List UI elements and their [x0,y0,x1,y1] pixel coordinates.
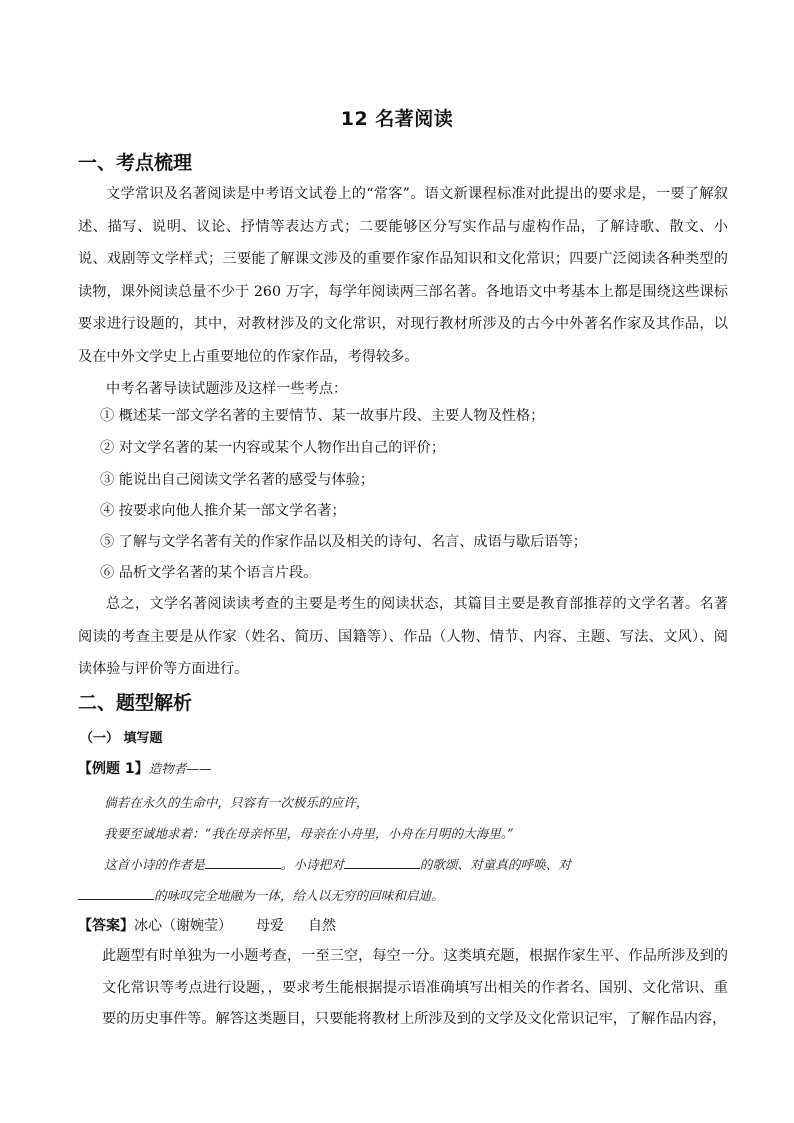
poem-line-1: 倘若在永久的生命中，只容有一次极乐的应许， [104,795,369,810]
point-item-4: ④ 按要求向他人推介某一部文学名著； [100,503,346,519]
page-title: 12 名著阅读 [340,108,454,130]
answer-line [78,915,336,935]
section-heading-2: 二、题型解析 [78,692,193,714]
section-heading-1: 一、考点梳理 [78,152,193,174]
answer-tag: 【答案】 [78,918,134,934]
subsection-heading-fill: （一） 填写题 [80,731,163,746]
point-item-1: ① 概述某一部文学名著的主要情节、某一故事片段、主要人物及性格； [100,408,545,424]
paragraph-summary: 总之，文学名著阅读读考查的主要是考生的阅读状态，其篇目主要是教育部推荐的文学名著。名著阅读的考查主要是从作家（姓名、简历、国籍等）、作品（人物、情节、内容、主题、写法、文风）、阅读体验与评价等方面进行。 [78,596,728,677]
question-line-2 [78,885,444,904]
question-part-3: 的歌颂、对童真的呼唤、对 [419,857,571,872]
poem-line-2: 我要至诚地求着：“我在母亲怀里，母亲在小舟里，小舟在月明的大海里。” [104,826,514,841]
point-item-3: ③ 能说出自己阅读文学名著的感受与体验； [100,472,375,488]
answer-blank-2[interactable] [344,856,420,869]
answer-blank-1[interactable] [205,856,281,869]
point-item-6: ⑥ 品析文学名著的某个语言片段。 [100,565,318,581]
question-line [104,854,571,873]
point-item-5: ⑤ 了解与文学名著有关的作家作品以及相关的诗句、名言、成语与歇后语等； [100,534,587,550]
example-tag: 【例题 1】 [78,761,149,777]
question-part-4: 的咏叹完全地融为一体，给人以无穷的回味和启迪。 [154,888,444,903]
answer-blank-3[interactable] [78,887,154,900]
answer-item-3: 自然 [308,918,336,934]
answer-item-2: 母爱 [256,918,284,934]
point-item-2: ② 对文学名著的某一内容或某个人物作出自己的评价； [100,440,446,456]
example-text: 造物者—— [148,761,212,776]
question-part-2: 。小诗把对 [280,857,344,872]
question-part-1: 这首小诗的作者是 [104,857,205,872]
answer-item-1: 冰心（谢婉莹） [134,918,232,934]
paragraph-intro: 文学常识及名著阅读是中考语文试卷上的“常客”。语文新课程标准对此提出的要求是，一要了解叙述、描写、说明、议论、抒情等表达方式；二要能够区分写实作品与虚构作品，了解诗歌、散文、小说、戏剧等文学样式；三要能了解课文涉及的重要作家作品知识和文化常识；四要广泛阅读各种类型的读物，课外阅读总量不少于 260 万字，每学年阅读两三部名著。各地语文中考基本上都是围绕这些课标要求进行设题的，其中，对教材涉及的文化常识，对现行教材所涉及的古今中外著名作家及其作品，以及在中外文学史上占重要地位的作家作品，考得较多。 [78,186,728,365]
example-1 [78,758,212,778]
analysis-paragraph: 此题型有时单独为一小题考查，一至三空，每空一分。这类填充题，根据作家生平、作品所涉及到的文化常识等考点进行设题，，要求考生能根据提示语准确填写出相关的作者名、国别、文化常识、重要的历史事件等。解答这类题目，只要能将教材上所涉及到的文学及文化常识记牢，了解作品内容， [102,948,728,1027]
points-intro: 中考名著导读试题涉及这样一些考点： [106,381,348,397]
